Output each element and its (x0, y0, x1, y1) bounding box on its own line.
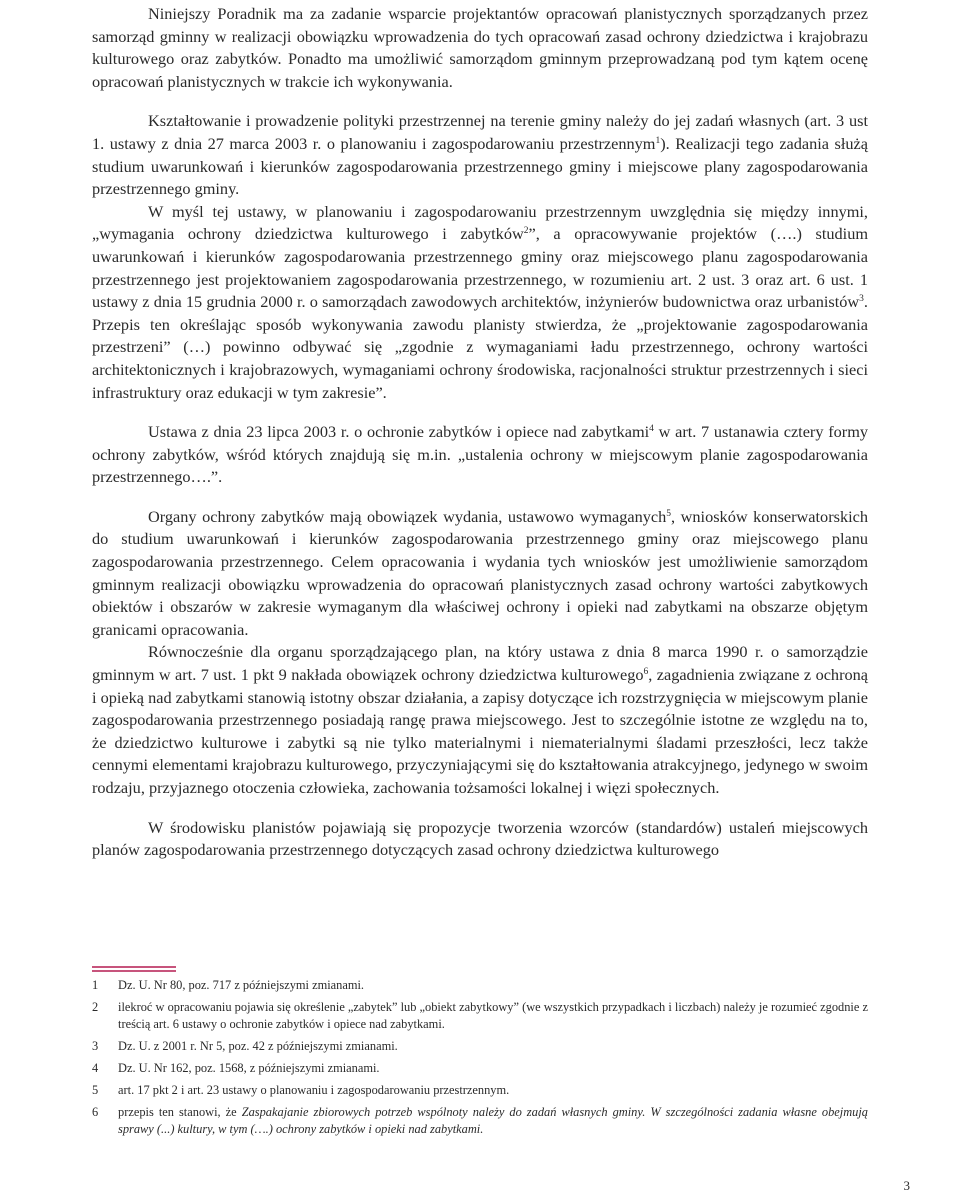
footnote-number: 4 (92, 1061, 99, 1075)
text-run: W myśl tej ustawy, w planowaniu i zagospodarowaniu przestrzennym uwzględnia się między innymi, „wymagania ochrony dziedzictwa kulturowego i zabytków (92, 201, 868, 244)
text-run: Niniejszy Poradnik ma za zadanie wsparcie projektantów opracowań planistycznych sporządzanych przez samorząd gminny w realizacji obowiązku wprowadzenia do tych opracowań zasad ochrony dziedzictwa i krajobrazu kulturowego oraz zabytków. Ponadto ma umożliwić samorządom gminnym przeprowadzaną pod tym kątem ocenę opracowań planistycznych w trakcie ich wykonywania. (92, 4, 868, 91)
text-run: Dz. U. Nr 162, poz. 1568, z późniejszymi zmianami. (118, 1061, 380, 1075)
text-run: . Przepis ten określając sposób wykonywania zawodu planisty stwierdza, że „projektowanie zagospodarowania przestrzeni” (…) powinno odbywać się „zgodnie z wymaganiami ładu przestrzennego, ochrony wartości architektonicznych i krajobrazowych, wymaganiami ochrony środowiska, racjonalności struktur przestrzennych i sieci infrastruktury oraz edukacji w tym zakresie”. (92, 292, 868, 402)
paragraph (92, 110, 868, 200)
paragraph (92, 201, 868, 404)
footnote (92, 999, 868, 1033)
quoted-text: Zaspakajanie zbiorowych potrzeb wspólnoty należy do zadań własnych gminy. W szczególności zadania własne obejmują sprawy (...) kultury, w tym (….) ochrony zabytków i opieki nad zabytkami. (118, 1105, 869, 1136)
footnote-reference: 2 (523, 226, 529, 237)
footnote-reference: 1 (655, 135, 661, 146)
footnote (92, 1038, 868, 1055)
footnote-reference: 3 (859, 294, 864, 305)
text-run: Dz. U. Nr 80, poz. 717 z późniejszymi zmianami. (118, 978, 365, 992)
text-run: ilekroć w opracowaniu pojawia się określenie „zabytek” lub „obiekt zabytkowy” (we wszystkich przypadkach i liczbach) należy je rozumieć zgodnie z treścią art. 6 ustawy o ochronie zabytków i opiece nad zabytkami. (118, 1000, 868, 1031)
text-run: Organy ochrony zabytków mają obowiązek wydania, ustawowo wymaganych (148, 506, 667, 526)
footnote-number: 6 (92, 1105, 99, 1119)
text-run: W środowisku planistów pojawiają się propozycje tworzenia wzorców (standardów) ustaleń miejscowych planów zagospodarowania przestrzennego dotyczących zasad ochrony dziedzictwa kulturowego (92, 817, 868, 860)
paragraph (92, 641, 868, 799)
paragraph (92, 421, 868, 489)
footnote-reference: 6 (643, 667, 649, 678)
body-text (92, 3, 868, 862)
text-run: ”, a opracowywanie projektów (….) studium uwarunkowań i kierunków zagospodarowania przestrzennego gminy oraz miejscowego planu zagospodarowania przestrzennego jest projektowaniem zagospodarowania przestrzennego, w rozumieniu art. 2 ust. 3 oraz art. 6 ust. 1 ustawy z dnia 15 grudnia 2000 r. o samorządach zawodowych architektów, inżynierów budownictwa oraz urbanistów (92, 224, 868, 312)
footnote (92, 1060, 868, 1077)
text-run: art. 17 pkt 2 i art. 23 ustawy o planowaniu i zagospodarowaniu przestrzennym. (118, 1083, 510, 1097)
footnotes (92, 977, 868, 1143)
footnote (92, 1104, 868, 1138)
text-run: , wniosków konserwatorskich do studium uwarunkowań i kierunków zagospodarowania przestrzennego gminy oraz miejscowego planu zagospodarowania przestrzennego. Celem opracowania i wydania tych wniosków jest umożliwienie samorządom gminnym realizacji obowiązku wprowadzenia do opracowań planistycznych zasad ochrony wartości zabytkowych obiektów i obszarów w zakresie wymaganym dla właściwej ochrony i opieki nad zabytkami na obszarze objętym granicami opracowania. (92, 506, 868, 639)
text-run: w art. 7 ustanawia cztery formy ochrony zabytków, wśród których znajdują się m.in. „ustalenia ochrony w miejscowym planie zagospodarowania przestrzennego….”. (92, 422, 868, 487)
footnote-text (118, 1082, 868, 1099)
text-run: Kształtowanie i prowadzenie polityki przestrzennej na terenie gminy należy do jej zadań własnych (art. 3 ust 1. ustawy z dnia 27 marca 2003 r. o planowaniu i zagospodarowaniu przestrzennym (92, 111, 868, 153)
text-run: , zagadnienia związane z ochroną i opieką nad zabytkami stanowią istotny obszar działania, a zapisy dotyczące ich rozstrzygnięcia w miejscowym planie zagospodarowania przestrzennego posiadają rangę prawa miejscowego. Jest to szczególnie istotne ze względu na to, że dziedzictwo kulturowe i zabytki są nie tylko materialnymi i niematerialnymi śladami przeszłości, lecz także cennymi elementami krajobrazu kulturowego, przyczyniającymi się do kształtowania atrakcyjnego, jedynego w swoim rodzaju, przyjaznego otoczenia człowieka, zachowania tożsamości lokalnej i więzi społecznych. (92, 665, 869, 797)
text-run: przepis ten stanowi, że (118, 1105, 242, 1119)
text-run: Ustawa z dnia 23 lipca 2003 r. o ochronie zabytków i opiece nad zabytkami (148, 422, 650, 442)
footnote-text (118, 1060, 868, 1077)
text-run: Równocześnie dla organu sporządzającego plan, na który ustawa z dnia 8 marca 1990 r. o samorządzie gminnym w art. 7 ust. 1 pkt 9 nakłada obowiązek ochrony dziedzictwa kulturowego (92, 642, 868, 685)
footnote-reference: 5 (666, 508, 672, 519)
footnote-separator-top (92, 966, 176, 968)
footnote-number: 3 (92, 1039, 99, 1053)
text-run: Dz. U. z 2001 r. Nr 5, poz. 42 z późniejszymi zmianami. (118, 1039, 398, 1053)
footnote-text (118, 1104, 868, 1138)
footnote (92, 977, 868, 994)
footnote-reference: 4 (649, 424, 654, 435)
footnote-number: 1 (92, 978, 99, 992)
footnote-text (118, 977, 868, 994)
footnote-number: 5 (92, 1083, 99, 1097)
footnote-separator-bottom (92, 970, 176, 972)
footnote-text (118, 999, 868, 1033)
paragraph (92, 506, 868, 642)
paragraph (92, 817, 868, 862)
footnote (92, 1082, 868, 1099)
footnote-text (118, 1038, 868, 1055)
footnote-number: 2 (92, 1000, 99, 1014)
paragraph (92, 3, 868, 93)
text-run: ). Realizacji tego zadania służą studium uwarunkowań i kierunków zagospodarowania przestrzennego gminy i miejscowe plany zagospodarowania przestrzennego gminy. (92, 133, 868, 199)
page-number: 3 (903, 1178, 910, 1193)
